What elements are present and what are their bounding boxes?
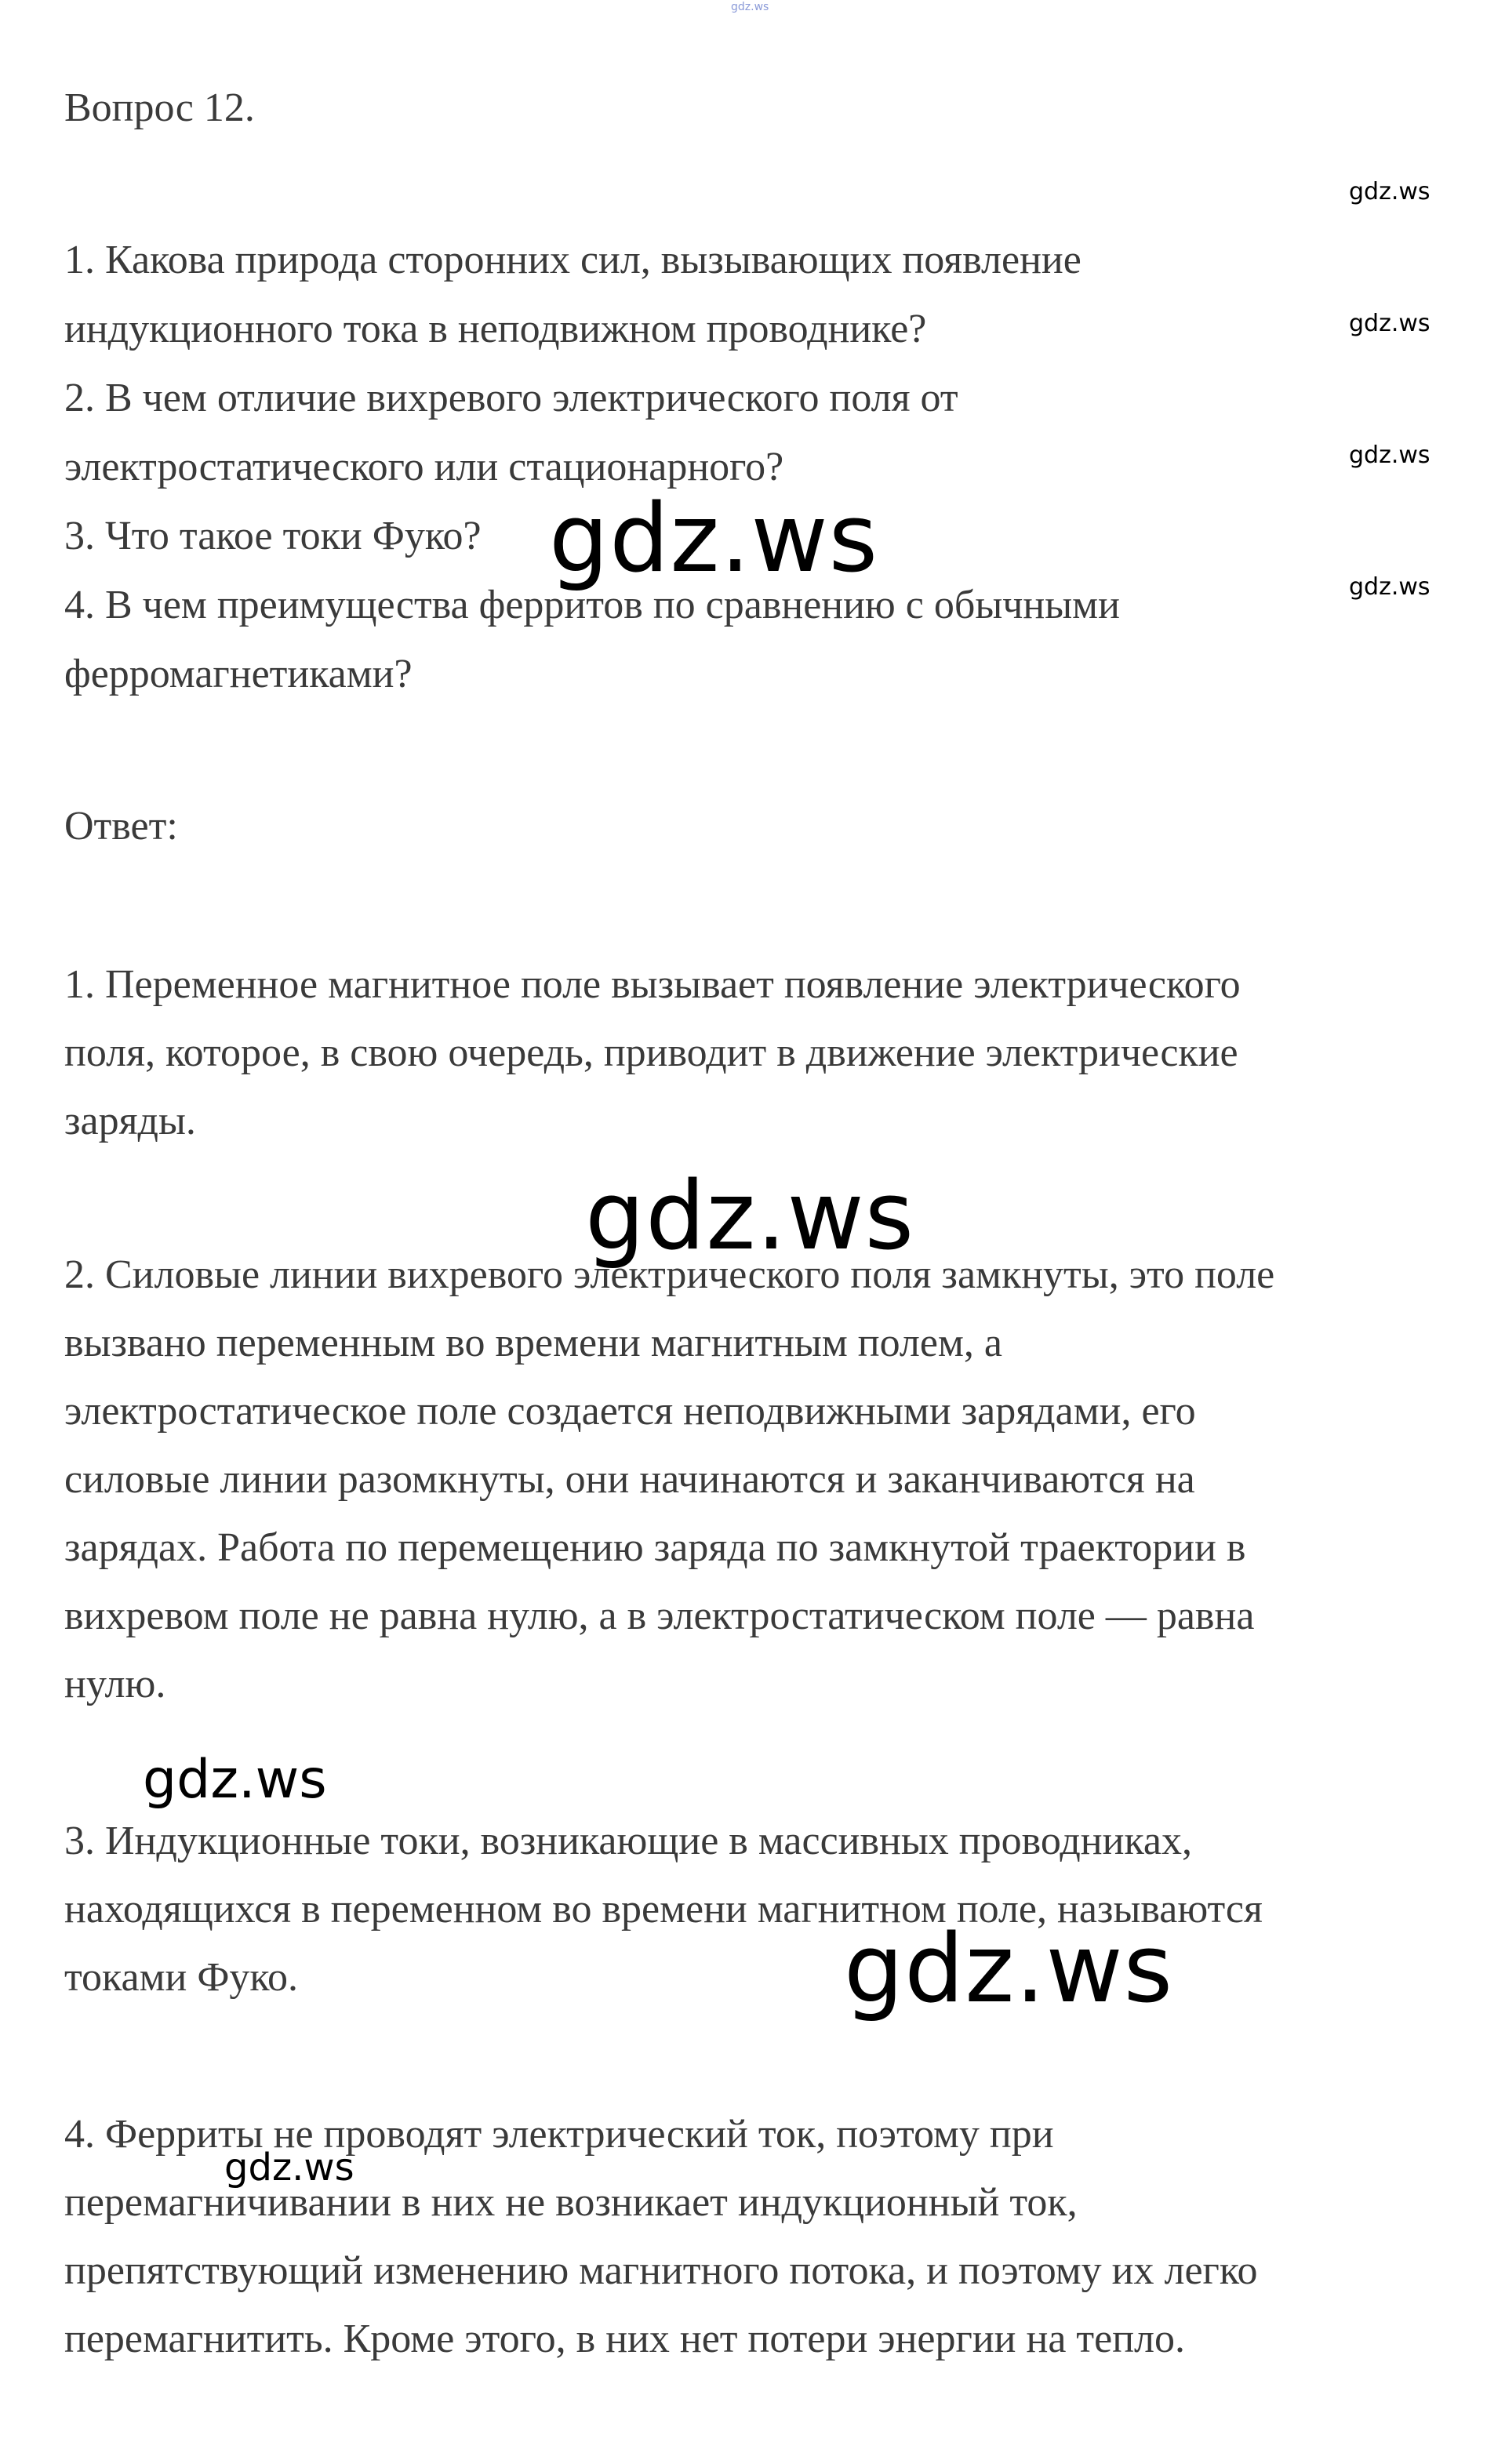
- answer-label: Ответ:: [64, 804, 178, 849]
- answer-line: силовые линии разомкнуты, они начинаются и заканчиваются на: [64, 1457, 1195, 1502]
- question-line: ферромагнетиками?: [64, 652, 413, 696]
- question-line: 4. В чем преимущества ферритов по сравнению с обычными: [64, 583, 1120, 627]
- answer-line: перемагничивании в них не возникает индукционный ток,: [64, 2180, 1078, 2225]
- watermark-large: gdz.ws: [585, 1162, 915, 1271]
- watermark-small: gdz.ws: [1349, 573, 1430, 601]
- question-title: Вопрос 12.: [64, 85, 255, 130]
- answer-line: зарядах. Работа по перемещению заряда по замкнутой траектории в: [64, 1525, 1246, 1570]
- question-line: электростатического или стационарного?: [64, 445, 784, 489]
- answer-line: 2. Силовые линии вихревого электрического поля замкнуты, это поле: [64, 1252, 1275, 1297]
- watermark-large: gdz.ws: [549, 485, 879, 594]
- answer-line: 3. Индукционные токи, возникающие в массивных проводниках,: [64, 1819, 1192, 1863]
- question-line: 1. Какова природа сторонних сил, вызывающих появление: [64, 238, 1081, 282]
- question-line: индукционного тока в неподвижном проводнике?: [64, 307, 927, 351]
- answer-line: вихревом поле не равна нулю, а в электростатическом поле — равна: [64, 1594, 1255, 1638]
- watermark-top: gdz.ws: [731, 1, 769, 13]
- answer-line: находящихся в переменном во времени магнитном поле, называются: [64, 1887, 1263, 1932]
- answer-line: вызвано переменным во времени магнитным полем, а: [64, 1321, 1002, 1365]
- answer-line: поля, которое, в свою очередь, приводит в движение электрические: [64, 1030, 1238, 1075]
- watermark-medium: gdz.ws: [143, 1749, 327, 1811]
- question-line: 2. В чем отличие вихревого электрического поля от: [64, 376, 958, 420]
- answer-line: нулю.: [64, 1662, 166, 1706]
- question-line: 3. Что такое токи Фуко?: [64, 514, 482, 558]
- answer-line: 1. Переменное магнитное поле вызывает появление электрического: [64, 962, 1241, 1007]
- watermark-small: gdz.ws: [1349, 442, 1430, 469]
- watermark-small: gdz.ws: [1349, 178, 1430, 205]
- watermark-small: gdz.ws: [1349, 310, 1430, 337]
- watermark-medium: gdz.ws: [224, 2146, 354, 2190]
- answer-line: токами Фуко.: [64, 1955, 299, 2000]
- answer-line: 4. Ферриты не проводят электрический ток, поэтому при: [64, 2112, 1054, 2157]
- answer-line: препятствующий изменению магнитного потока, и поэтому их легко: [64, 2248, 1258, 2293]
- answer-line: перемагнитить. Кроме этого, в них нет потери энергии на тепло.: [64, 2317, 1185, 2361]
- answer-line: заряды.: [64, 1099, 196, 1143]
- watermark-large: gdz.ws: [844, 1915, 1174, 2024]
- answer-line: электростатическое поле создается неподвижными зарядами, его: [64, 1389, 1196, 1434]
